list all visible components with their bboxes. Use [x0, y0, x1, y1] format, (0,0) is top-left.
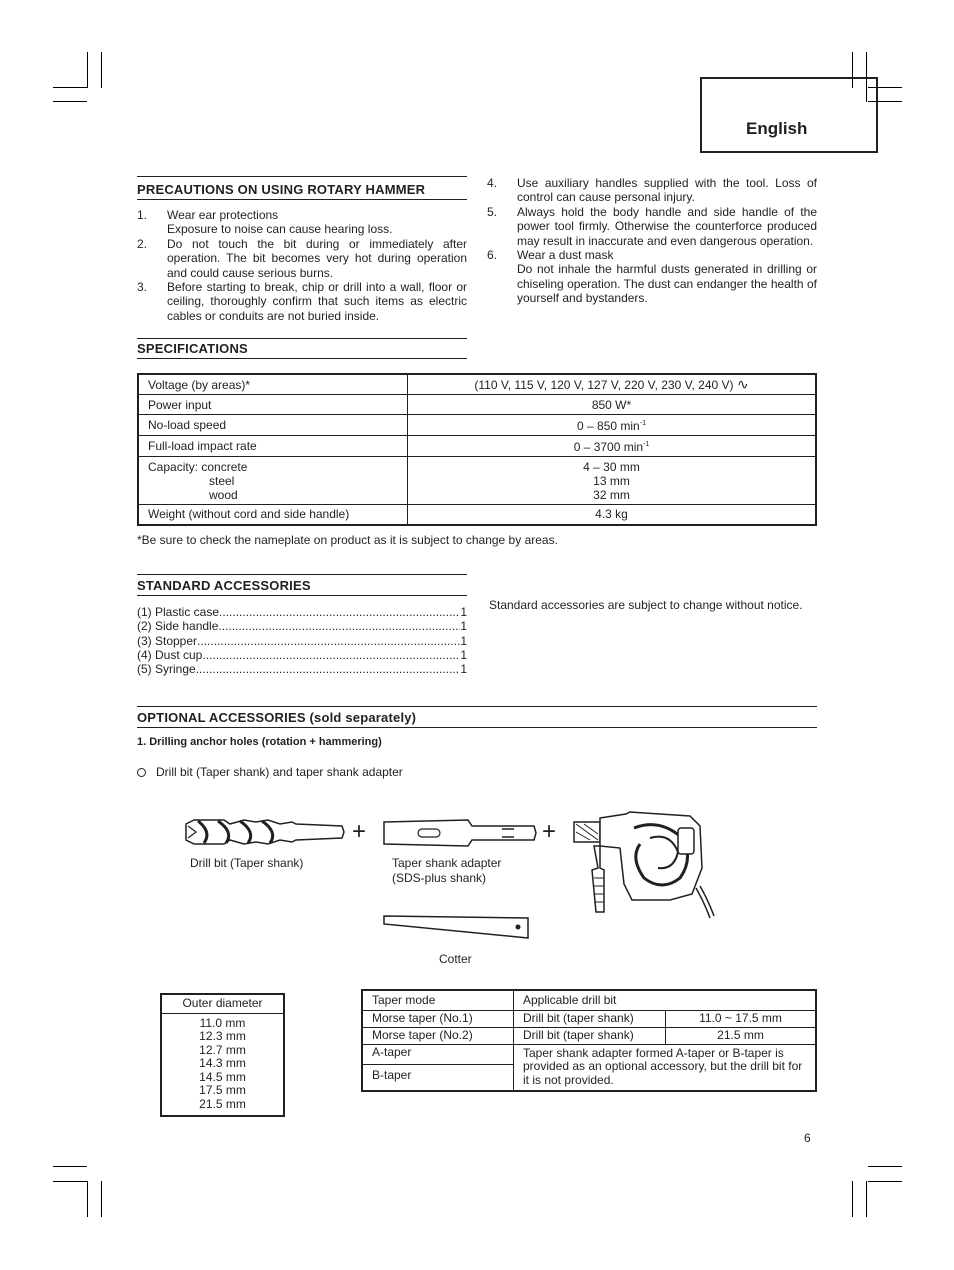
crop-mark: [852, 1181, 853, 1217]
ac-symbol-icon: ∿: [736, 376, 749, 392]
drill-bit-illustration: [184, 816, 346, 848]
standard-accessories-note: Standard accessories are subject to change without notice.: [489, 598, 803, 612]
plus-sign: +: [352, 818, 367, 845]
crop-mark: [53, 101, 87, 102]
crop-mark: [866, 1181, 867, 1217]
list-item: 5. Always hold the body handle and side handle of the power tool firmly. Otherwise the counterforce produced may result in inaccurate and even dangerous operation.: [487, 204, 817, 248]
spec-label: Capacity: concrete steel wood: [138, 457, 408, 505]
table-row: B-taper: [362, 1064, 816, 1091]
list-item: (1) Plastic case ..... 1: [137, 605, 467, 619]
optional-accessories-title: OPTIONAL ACCESSORIES (sold separately): [137, 710, 417, 725]
spec-value: 4 – 30 mm 13 mm 32 mm: [408, 457, 817, 505]
spec-label: Weight (without cord and side handle): [138, 505, 408, 525]
specifications-title: SPECIFICATIONS: [137, 341, 248, 356]
plus-sign: +: [542, 818, 557, 845]
table-row: A-taper Taper shank adapter formed A-taper or B-taper is provided as an optional accessory, but the drill bit for it is not provided.: [362, 1044, 816, 1064]
section-rule: [137, 574, 467, 575]
table-header: Applicable drill bit: [514, 990, 817, 1010]
list-item: (4) Dust cup ..... 1: [137, 648, 467, 662]
spec-label: Voltage (by areas)*: [138, 374, 408, 395]
taper-table: [361, 989, 817, 1092]
diameter-value: 12.3 mm: [199, 1029, 246, 1043]
table-row: [138, 415, 816, 436]
table-row: [138, 395, 816, 415]
spec-label: No-load speed: [138, 415, 408, 436]
list-item-text: Use auxiliary handles supplied with the tool. Loss of control can cause personal injury.: [517, 176, 817, 205]
spec-label: Power input: [138, 395, 408, 415]
spec-value: 850 W*: [408, 395, 817, 415]
crop-mark: [53, 87, 87, 88]
language-box: [700, 77, 878, 153]
optional-bullet: Drill bit (Taper shank) and taper shank adapter: [137, 765, 403, 780]
specifications-note: *Be sure to check the nameplate on product as it is subject to change by areas.: [137, 533, 558, 547]
adapter-caption: Taper shank adapter (SDS-plus shank): [392, 856, 502, 885]
section-rule: [137, 727, 817, 728]
optional-subtitle: 1. Drilling anchor holes (rotation + hammering): [137, 736, 382, 748]
list-item: 3. Before starting to break, chip or drill into a wall, floor or ceiling, thoroughly confirm that such items as electric cables or conduits are not buried inside.: [137, 280, 467, 323]
specifications-table: [137, 373, 817, 526]
section-rule: [137, 176, 467, 177]
list-item-text: Always hold the body handle and side handle of the power tool firmly. Otherwise the counterforce produced may result in inaccurate and even dangerous operation.: [517, 204, 817, 248]
section-rule: [137, 338, 467, 339]
crop-mark: [868, 1166, 902, 1167]
outer-diameter-table: [160, 993, 285, 1117]
spec-value: 0 – 3700 $\min^{-1}$: [408, 436, 817, 457]
precautions-list-right: [487, 176, 817, 306]
diameter-value: 11.0 mm: [199, 1015, 246, 1030]
diameter-value: 12.7 mm: [199, 1042, 246, 1057]
table-row: Morse taper (No.1) Drill bit (taper shank) 11.0 ~ 17.5 mm: [362, 1010, 816, 1027]
table-header: Outer diameter: [161, 994, 284, 1013]
taper-note: Taper shank adapter formed A-taper or B-taper is provided as an optional accessory, but the drill bit for it is not provided.: [514, 1044, 817, 1091]
table-row: Morse taper (No.2) Drill bit (taper shank) 21.5 mm: [362, 1027, 816, 1044]
spec-value: (110 V, 115 V, 120 V, 127 V, 220 V, 230 V, 240 V) ∿: [408, 374, 817, 395]
table-row: [138, 374, 816, 395]
crop-mark: [101, 1181, 102, 1217]
crop-mark: [101, 52, 102, 88]
list-item-text: Wear ear protections Exposure to noise can cause hearing loss.: [167, 208, 393, 237]
list-item: 6. Wear a dust mask Do not inhale the harmful dusts generated in drilling or chiseling operation. The dust can endanger the health of yourself and bystanders.: [487, 248, 817, 306]
cotter-caption: Cotter: [439, 952, 472, 966]
diameter-value: 14.5 mm: [199, 1069, 246, 1084]
crop-mark: [53, 1181, 87, 1182]
table-row: [161, 1013, 284, 1116]
cotter-illustration: [382, 912, 532, 942]
language-label: English: [746, 119, 808, 138]
diameter-value: 14.3 mm: [199, 1056, 246, 1070]
crop-mark: [53, 1166, 87, 1167]
precautions-list-left: [137, 208, 467, 323]
diameter-value: 21.5 mm: [199, 1096, 246, 1111]
crop-mark: [868, 1181, 902, 1182]
list-item: (3) Stopper ..... 1: [137, 634, 467, 648]
drill-bit-caption: Drill bit (Taper shank): [190, 856, 304, 870]
section-rule: [137, 199, 467, 200]
spec-value: 4.3 kg: [408, 505, 817, 525]
spec-label: Full-load impact rate: [138, 436, 408, 457]
list-item: (5) Syringe ..... 1: [137, 662, 467, 676]
list-item: (2) Side handle ..... 1: [137, 619, 467, 633]
table-header: Taper mode: [362, 990, 514, 1010]
taper-shank-adapter-illustration: [382, 818, 538, 848]
rotary-hammer-illustration: [570, 808, 716, 920]
section-rule: [137, 595, 467, 596]
circle-bullet-icon: [137, 768, 146, 777]
precautions-title: PRECAUTIONS ON USING ROTARY HAMMER: [137, 182, 426, 197]
table-row: [161, 994, 284, 1013]
list-item: 2. Do not touch the bit during or immediately after operation. The bit becomes very hot during operation and could cause serious burns.: [137, 236, 467, 280]
table-row: [138, 436, 816, 457]
list-item-text: Before starting to break, chip or drill into a wall, floor or ceiling, thoroughly confirm that such items as electric cables or conduits are not buried inside.: [167, 280, 467, 323]
diameter-value: 17.5 mm: [199, 1083, 246, 1097]
standard-accessories-title: STANDARD ACCESSORIES: [137, 578, 311, 593]
section-rule: [137, 358, 467, 359]
list-item: 1. Wear ear protections Exposure to noise can cause hearing loss.: [137, 208, 393, 237]
table-row: [362, 990, 816, 1010]
page-number: 6: [804, 1131, 811, 1145]
spec-value: 0 – 850 $\min^{-1}$: [408, 415, 817, 436]
table-row: [138, 505, 816, 525]
standard-accessories-list: [137, 605, 467, 676]
crop-mark: [87, 52, 88, 88]
list-item-text: Do not touch the bit during or immediately after operation. The bit becomes very hot during operation and could cause serious burns.: [167, 236, 467, 280]
section-rule: [137, 706, 817, 707]
list-item-text: Wear a dust mask Do not inhale the harmful dusts generated in drilling or chiseling operation. The dust can endanger the health of yourself and bystanders.: [517, 248, 817, 306]
crop-mark: [87, 1181, 88, 1217]
table-row: [138, 457, 816, 505]
list-item: 4. Use auxiliary handles supplied with the tool. Loss of control can cause personal injury.: [487, 176, 817, 205]
